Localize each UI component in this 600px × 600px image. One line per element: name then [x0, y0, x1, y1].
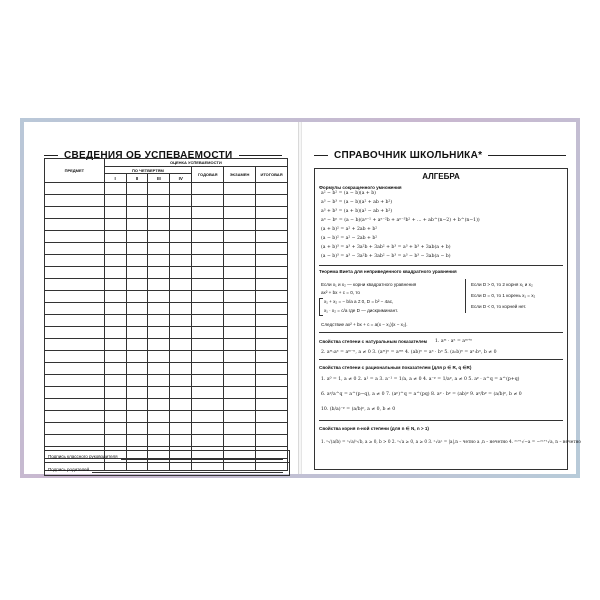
grade-cell[interactable] [256, 279, 288, 291]
formula-line: (a − b)³ = a³ − 3a²b + 3ab² − b³ = a³ − b³ − 3ab(a − b) [321, 254, 451, 259]
grade-cell[interactable] [104, 219, 126, 231]
grade-cell[interactable] [126, 219, 148, 231]
grade-cell[interactable] [126, 399, 148, 411]
grade-cell[interactable] [170, 267, 192, 279]
formulas-title: Формулы сокращенного умножения [319, 185, 402, 190]
grade-cell[interactable] [104, 231, 126, 243]
annual-header: ГОДОВАЯ [192, 167, 224, 183]
subject-cell[interactable] [45, 231, 105, 243]
grade-cell[interactable] [224, 243, 256, 255]
subject-cell[interactable] [45, 267, 105, 279]
grade-cell[interactable] [148, 303, 170, 315]
table-row [45, 243, 288, 255]
grade-header: ОЦЕНКА УСПЕВАЕМОСТИ [104, 159, 287, 167]
subject-cell[interactable] [45, 327, 105, 339]
grade-cell[interactable] [224, 255, 256, 267]
rational-power-line: 6. aᵖ/a^q = a^(p−q), a ≠ 0 7. (aᵖ)^q = a^(pq) 8. aᵖ · bᵖ = (ab)ᵖ 9. aᵖ/bᵖ = (a/b)ᵖ, b ≠ 0 [321, 392, 522, 397]
grade-cell[interactable] [126, 435, 148, 447]
grade-cell[interactable] [192, 303, 224, 315]
grade-cell[interactable] [126, 267, 148, 279]
grade-cell[interactable] [170, 399, 192, 411]
grade-cell[interactable] [104, 375, 126, 387]
grades-title: СВЕДЕНИЯ ОБ УСПЕВАЕМОСТИ [64, 149, 233, 161]
natural-power-line: 2. aᵐ:aⁿ = aᵐ⁻ⁿ, a ≠ 0 3. (aᵐ)ⁿ = aᵐⁿ 4. (ab)ⁿ = aⁿ · bⁿ 5. (a:b)ⁿ = aⁿ:bⁿ, b ≠ 0 [321, 350, 497, 355]
grade-cell[interactable] [224, 435, 256, 447]
subject-cell[interactable] [45, 207, 105, 219]
grade-cell[interactable] [256, 207, 288, 219]
grade-cell[interactable] [224, 279, 256, 291]
table-row [45, 183, 288, 195]
section-divider [319, 265, 563, 266]
quarter-header-4: IV [170, 174, 192, 183]
grade-cell[interactable] [192, 243, 224, 255]
grades-table [44, 158, 288, 471]
grade-cell[interactable] [126, 195, 148, 207]
grade-cell[interactable] [256, 243, 288, 255]
table-row [45, 423, 288, 435]
table-row [45, 207, 288, 219]
grade-cell[interactable] [170, 279, 192, 291]
grade-cell[interactable] [148, 267, 170, 279]
grade-cell[interactable] [192, 351, 224, 363]
subject-cell[interactable] [45, 387, 105, 399]
table-row [45, 339, 288, 351]
vieta-line: x₁ · x₂ = c/a где D — дискриминант. [324, 308, 398, 313]
quarter-header-1: I [104, 174, 126, 183]
table-row [45, 435, 288, 447]
vieta-line: Если x₁ и x₂ — корни квадратного уравнения [321, 282, 417, 287]
signature-label-parents: Подпись родителей [48, 466, 90, 472]
quarter-header-2: II [126, 174, 148, 183]
grade-cell[interactable] [192, 315, 224, 327]
grade-cell[interactable] [104, 195, 126, 207]
header-rule-left [314, 155, 328, 156]
formula-line: a² − b² = (a − b)(a + b) [321, 191, 376, 196]
grade-cell[interactable] [148, 243, 170, 255]
grade-cell[interactable] [148, 291, 170, 303]
subject-cell[interactable] [45, 423, 105, 435]
grade-cell[interactable] [148, 327, 170, 339]
vieta-line: ax² + bx + c = 0, то [321, 290, 360, 295]
grade-cell[interactable] [192, 207, 224, 219]
subject-cell[interactable] [45, 399, 105, 411]
grade-cell[interactable] [148, 435, 170, 447]
grade-cell[interactable] [104, 435, 126, 447]
reference-title: СПРАВОЧНИК ШКОЛЬНИКА* [334, 149, 483, 161]
grade-cell[interactable] [104, 411, 126, 423]
grade-cell[interactable] [104, 243, 126, 255]
grade-cell[interactable] [126, 207, 148, 219]
grade-cell[interactable] [224, 183, 256, 195]
subject-cell[interactable] [45, 219, 105, 231]
grade-cell[interactable] [148, 375, 170, 387]
grade-cell[interactable] [224, 267, 256, 279]
subject-header: ПРЕДМЕТ [45, 159, 105, 183]
root-line: 1. ⁿ√(a/b) = ⁿ√a/ⁿ√b, a ≥ 0, b > 0 2. ⁿ√a ≥ 0, a ≥ 0 3. ⁿ√aⁿ = |a|,n – четно a ,n – нечетно 4. ²ⁿ⁺¹√−a = −²ⁿ⁺¹√a, n – нечетно [321, 439, 581, 444]
formula-line: (a + b)³ = a³ + 3a²b + 3ab² + b³ = a³ + b³ + 3ab(a + b) [321, 245, 451, 250]
grade-cell[interactable] [224, 423, 256, 435]
reference-header [314, 148, 566, 162]
grade-cell[interactable] [148, 219, 170, 231]
reference-page [302, 122, 581, 474]
subject-cell[interactable] [45, 255, 105, 267]
grade-cell[interactable] [192, 279, 224, 291]
final-header: ИТОГОВАЯ [256, 167, 288, 183]
grade-cell[interactable] [256, 435, 288, 447]
grade-cell[interactable] [170, 435, 192, 447]
grade-cell[interactable] [256, 267, 288, 279]
grade-cell[interactable] [256, 399, 288, 411]
grade-cell[interactable] [126, 411, 148, 423]
rational-power-title: Свойства степени с рациональным показателем (для p ∈ R, q ∈R) [319, 365, 472, 370]
root-title: Свойства корня n-ной степени (для n ∈ N, n > 1) [319, 426, 429, 431]
grade-cell[interactable] [148, 399, 170, 411]
grade-cell[interactable] [192, 291, 224, 303]
grade-cell[interactable] [192, 327, 224, 339]
grade-cell[interactable] [148, 207, 170, 219]
table-row [45, 315, 288, 327]
grade-cell[interactable] [126, 339, 148, 351]
grade-cell[interactable] [104, 327, 126, 339]
grade-cell[interactable] [126, 183, 148, 195]
grade-cell[interactable] [126, 291, 148, 303]
grade-cell[interactable] [192, 411, 224, 423]
table-row [45, 327, 288, 339]
vieta-condition: Если D = 0, то 1 корень x₁ = x₂ [471, 293, 536, 298]
grade-cell[interactable] [192, 255, 224, 267]
vieta-divider [465, 279, 466, 313]
table-row [45, 363, 288, 375]
grade-cell[interactable] [192, 435, 224, 447]
grade-cell[interactable] [256, 219, 288, 231]
grade-cell[interactable] [224, 387, 256, 399]
signature-row-teacher [45, 451, 289, 463]
subject-cell[interactable] [45, 183, 105, 195]
grade-cell[interactable] [170, 315, 192, 327]
grade-cell[interactable] [104, 207, 126, 219]
quarter-header-3: III [148, 174, 170, 183]
grade-cell[interactable] [104, 291, 126, 303]
formula-line: (a + b)² = a² + 2ab + b² [321, 227, 378, 232]
table-row [45, 303, 288, 315]
grade-cell[interactable] [192, 363, 224, 375]
grade-cell[interactable] [170, 207, 192, 219]
grade-cell[interactable] [126, 351, 148, 363]
grade-cell[interactable] [170, 363, 192, 375]
grade-cell[interactable] [148, 363, 170, 375]
grade-cell[interactable] [224, 375, 256, 387]
grade-cell[interactable] [224, 399, 256, 411]
grade-cell[interactable] [224, 351, 256, 363]
grade-cell[interactable] [148, 423, 170, 435]
grade-cell[interactable] [224, 315, 256, 327]
table-row [45, 291, 288, 303]
grade-cell[interactable] [224, 207, 256, 219]
grade-cell[interactable] [256, 327, 288, 339]
subject-cell[interactable] [45, 315, 105, 327]
table-row [45, 375, 288, 387]
vieta-consequence: Следствие ax² + bx + c = a(x − x₁)(x − x₂). [321, 322, 408, 327]
grade-cell[interactable] [224, 291, 256, 303]
grade-cell[interactable] [126, 243, 148, 255]
natural-power-line: 1. aᵐ · aⁿ = aᵐ⁺ⁿ [435, 339, 473, 344]
vieta-title: Теорема Виета для неприведенного квадратного уравнения [319, 269, 457, 274]
subject-cell[interactable] [45, 375, 105, 387]
grade-cell[interactable] [170, 375, 192, 387]
grade-cell[interactable] [256, 423, 288, 435]
vieta-condition: Если D < 0, то корней нет. [471, 304, 527, 309]
grade-cell[interactable] [148, 351, 170, 363]
section-divider [319, 359, 563, 360]
grade-cell[interactable] [104, 267, 126, 279]
grade-cell[interactable] [126, 303, 148, 315]
section-divider [319, 420, 563, 421]
grade-cell[interactable] [170, 303, 192, 315]
signature-label-teacher: Подпись классного руководителя [48, 454, 118, 459]
subject-cell[interactable] [45, 351, 105, 363]
grade-cell[interactable] [148, 195, 170, 207]
grades-page [24, 122, 299, 474]
grade-cell[interactable] [104, 255, 126, 267]
grade-cell[interactable] [104, 387, 126, 399]
rational-power-line: 1. a⁰ = 1, a ≠ 0 2. a¹ = a 3. a⁻¹ = 1/a, a ≠ 0 4. a⁻ᵖ = 1/aᵖ, a ≠ 0 5. aᵖ · a^q = a^(p+q) [321, 377, 520, 382]
table-row [45, 231, 288, 243]
algebra-section-title: АЛГЕБРА [422, 172, 460, 181]
grade-cell[interactable] [148, 231, 170, 243]
grade-cell[interactable] [256, 387, 288, 399]
grade-cell[interactable] [256, 231, 288, 243]
grade-cell[interactable] [104, 315, 126, 327]
grade-cell[interactable] [126, 279, 148, 291]
formula-line: a³ − b³ = (a − b)(a² + ab + b²) [321, 200, 393, 205]
grade-cell[interactable] [224, 411, 256, 423]
table-row [45, 387, 288, 399]
subject-cell[interactable] [45, 363, 105, 375]
grade-cell[interactable] [170, 231, 192, 243]
grade-cell[interactable] [148, 255, 170, 267]
grade-cell[interactable] [192, 399, 224, 411]
grade-cell[interactable] [224, 327, 256, 339]
grade-cell[interactable] [192, 219, 224, 231]
grade-cell[interactable] [104, 399, 126, 411]
table-row [45, 195, 288, 207]
grade-cell[interactable] [224, 195, 256, 207]
grade-cell[interactable] [126, 327, 148, 339]
grade-cell[interactable] [256, 255, 288, 267]
grade-cell[interactable] [126, 387, 148, 399]
grade-cell[interactable] [256, 351, 288, 363]
grade-cell[interactable] [256, 183, 288, 195]
table-row [45, 219, 288, 231]
grade-cell[interactable] [148, 387, 170, 399]
grade-cell[interactable] [256, 363, 288, 375]
exam-header: ЭКЗАМЕН [224, 167, 256, 183]
natural-power-title: Свойства степени с натуральным показателем [319, 339, 427, 344]
subject-cell[interactable] [45, 303, 105, 315]
reference-box [314, 168, 581, 470]
section-divider [319, 332, 563, 333]
grade-cell[interactable] [126, 255, 148, 267]
grade-cell[interactable] [104, 279, 126, 291]
table-row [45, 351, 288, 363]
grade-cell[interactable] [170, 255, 192, 267]
grade-cell[interactable] [224, 363, 256, 375]
grade-cell[interactable] [170, 183, 192, 195]
grade-cell[interactable] [256, 303, 288, 315]
grade-cell[interactable] [170, 423, 192, 435]
grade-cell[interactable] [256, 195, 288, 207]
grade-cell[interactable] [148, 339, 170, 351]
grade-cell[interactable] [224, 303, 256, 315]
grade-cell[interactable] [256, 315, 288, 327]
table-row [45, 279, 288, 291]
grade-cell[interactable] [192, 267, 224, 279]
table-row [45, 411, 288, 423]
grade-cell[interactable] [126, 375, 148, 387]
vieta-condition: Если D > 0, то 2 корня x₁ и x₂ [471, 282, 533, 287]
grade-cell[interactable] [192, 195, 224, 207]
signature-row-parents [45, 463, 289, 475]
grade-cell[interactable] [192, 375, 224, 387]
subject-cell[interactable] [45, 411, 105, 423]
grade-cell[interactable] [104, 303, 126, 315]
header-rule-left [44, 155, 58, 156]
grade-cell[interactable] [170, 351, 192, 363]
grade-cell[interactable] [126, 423, 148, 435]
grade-cell[interactable] [224, 231, 256, 243]
grade-cell[interactable] [170, 387, 192, 399]
grade-cell[interactable] [104, 351, 126, 363]
grade-cell[interactable] [104, 423, 126, 435]
grade-cell[interactable] [148, 411, 170, 423]
table-row [45, 267, 288, 279]
grade-cell[interactable] [170, 411, 192, 423]
grade-cell[interactable] [148, 315, 170, 327]
grade-cell[interactable] [192, 387, 224, 399]
grade-cell[interactable] [224, 339, 256, 351]
grade-cell[interactable] [148, 183, 170, 195]
grade-cell[interactable] [170, 195, 192, 207]
subject-cell[interactable] [45, 243, 105, 255]
grade-cell[interactable] [256, 375, 288, 387]
grade-cell[interactable] [256, 291, 288, 303]
rational-power-line: 10. (b/a)⁻ᵖ = (a/b)ᵖ, a ≠ 0, b ≠ 0 [321, 407, 396, 412]
vieta-brace [319, 298, 323, 316]
grade-cell[interactable] [256, 411, 288, 423]
grade-cell[interactable] [170, 327, 192, 339]
grade-cell[interactable] [192, 423, 224, 435]
grade-cell[interactable] [192, 183, 224, 195]
subject-cell[interactable] [45, 339, 105, 351]
vieta-line: x₁ + x₂ = − b/a a ≠ 0, D = b² − 4ac, [324, 299, 394, 304]
formula-line: a³ + b³ = (a + b)(a² − ab + b²) [321, 209, 393, 214]
signature-line-parents[interactable] [92, 466, 283, 473]
table-row [45, 399, 288, 411]
table-row [45, 255, 288, 267]
header-rule-right [488, 155, 566, 156]
formula-line: aⁿ − bⁿ = (a − b)(aⁿ⁻¹ + aⁿ⁻²b + aⁿ⁻³b² + ... + ab^(n−2) + b^(n−1)) [321, 218, 480, 223]
grade-cell[interactable] [104, 183, 126, 195]
quarters-header: ПО ЧЕТВЕРТЯМ [104, 167, 192, 174]
formula-line: (a − b)² = a² − 2ab + b² [321, 236, 378, 241]
grade-cell[interactable] [126, 363, 148, 375]
subject-cell[interactable] [45, 195, 105, 207]
grade-cell[interactable] [224, 219, 256, 231]
grade-cell[interactable] [192, 231, 224, 243]
grade-cell[interactable] [256, 339, 288, 351]
header-rule-right [239, 155, 282, 156]
subject-cell[interactable] [45, 291, 105, 303]
grade-cell[interactable] [126, 315, 148, 327]
subject-cell[interactable] [45, 279, 105, 291]
grade-cell[interactable] [170, 339, 192, 351]
grade-cell[interactable] [170, 219, 192, 231]
grade-cell[interactable] [104, 363, 126, 375]
grade-cell[interactable] [126, 231, 148, 243]
grade-cell[interactable] [170, 291, 192, 303]
grade-cell[interactable] [170, 243, 192, 255]
signatures-box [44, 450, 290, 476]
grade-cell[interactable] [192, 339, 224, 351]
subject-cell[interactable] [45, 435, 105, 447]
signature-line-teacher[interactable] [121, 453, 283, 460]
grade-cell[interactable] [104, 339, 126, 351]
grade-cell[interactable] [148, 279, 170, 291]
